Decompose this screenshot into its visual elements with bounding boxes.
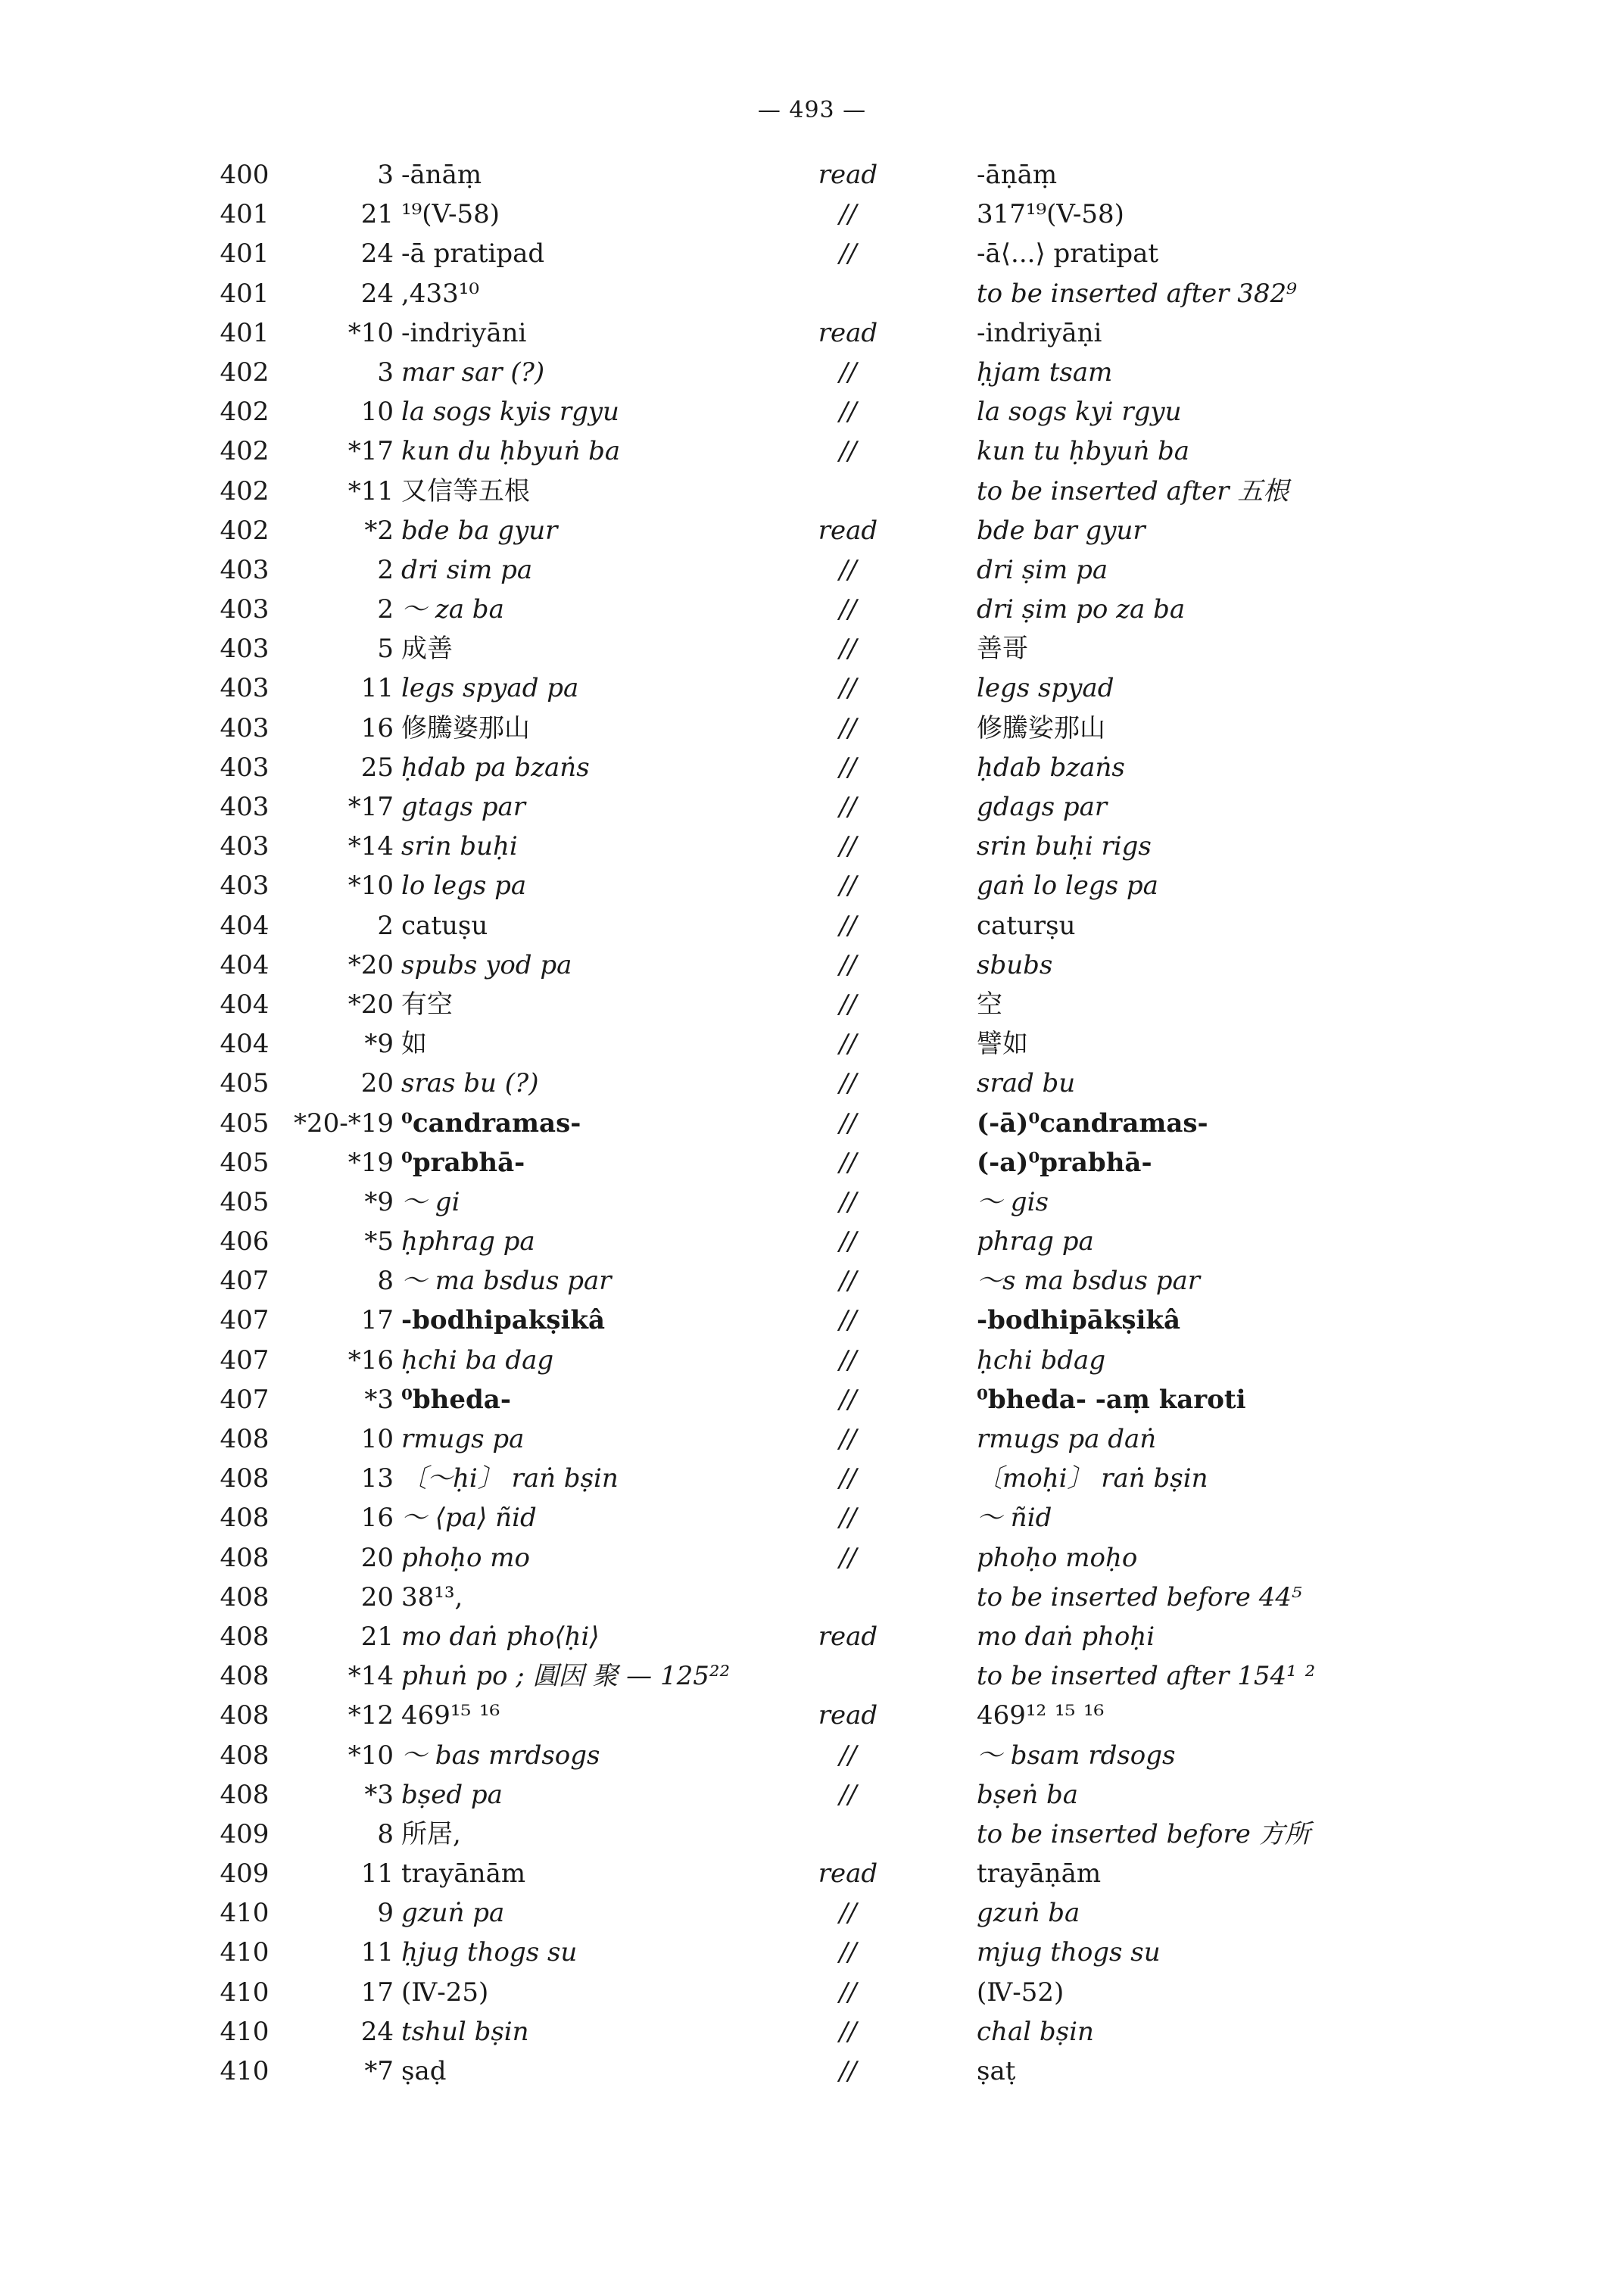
page-ref: 408: [220, 1424, 270, 1454]
errata-row: [0, 1617, 1624, 1656]
action-mark: //: [839, 1108, 857, 1139]
erroneous-text: ⁰bheda-: [401, 1384, 511, 1415]
action-mark: //: [839, 1740, 857, 1771]
erroneous-text: gtags par: [401, 792, 526, 822]
action-mark: //: [839, 1029, 857, 1060]
page-ref: 410: [220, 1937, 270, 1968]
errata-row: [0, 2052, 1624, 2091]
action-mark: //: [839, 1186, 857, 1217]
erroneous-text: ～ ma bsdus par: [401, 1266, 612, 1297]
line-ref: *7: [364, 2056, 394, 2086]
erroneous-text: phoḥo mo: [401, 1542, 531, 1573]
errata-row: [0, 1933, 1624, 1972]
line-ref: *10: [348, 317, 394, 348]
erroneous-text: 所居,: [401, 1818, 461, 1849]
action-mark: //: [839, 1424, 857, 1454]
corrected-text: -indriyāṇi: [977, 317, 1102, 348]
line-ref: *17: [348, 436, 394, 467]
action-mark: read: [818, 515, 878, 546]
erroneous-text: 如: [401, 1029, 427, 1060]
corrected-text: mo daṅ phoḥi: [977, 1621, 1155, 1652]
action-mark: read: [818, 1700, 878, 1731]
erroneous-text: -ānāṃ: [401, 160, 482, 190]
corrected-text: gzuṅ ba: [977, 1898, 1080, 1929]
erroneous-text: mo daṅ pho⟨ḥi⟩: [401, 1621, 600, 1652]
corrected-text: to be inserted after 五根: [977, 475, 1289, 506]
corrected-text: ⁰bheda- -aṃ karoti: [977, 1384, 1246, 1415]
errata-row: [0, 866, 1624, 905]
line-ref: *10: [348, 871, 394, 902]
corrected-text: ḥdab bzaṅs: [977, 752, 1125, 783]
action-mark: //: [839, 1463, 857, 1494]
corrected-text: ṣaṭ: [977, 2056, 1016, 2086]
page-ref: 402: [220, 475, 270, 506]
errata-row: [0, 2012, 1624, 2052]
page-ref: 409: [220, 1818, 270, 1849]
line-ref: 13: [360, 1463, 394, 1494]
action-mark: //: [839, 949, 857, 980]
corrected-text: dri ṣim pa: [977, 554, 1108, 585]
erroneous-text: ḥchi ba dag: [401, 1344, 554, 1375]
action-mark: //: [839, 1068, 857, 1099]
erroneous-text: ～ ⟨pa⟩ ñid: [401, 1503, 537, 1534]
line-ref: *11: [348, 475, 394, 506]
page-ref: 406: [220, 1226, 270, 1257]
corrected-text: 〔moḥi〕 raṅ bṣin: [977, 1463, 1208, 1494]
line-ref: 21: [360, 1621, 394, 1652]
page-ref: 410: [220, 2016, 270, 2047]
corrected-text: to be inserted before 44⁵: [977, 1581, 1302, 1612]
corrected-text: bṣeṅ ba: [977, 1779, 1079, 1810]
line-ref: *5: [364, 1226, 394, 1257]
page-ref: 408: [220, 1503, 270, 1534]
page-ref: 401: [220, 238, 270, 269]
errata-row: [0, 1024, 1624, 1064]
erroneous-text: -ā pratipad: [401, 238, 545, 269]
errata-row: [0, 1104, 1624, 1143]
line-ref: *19: [348, 1147, 394, 1178]
page-ref: 408: [220, 1779, 270, 1810]
action-mark: //: [839, 712, 857, 743]
corrected-text: (-a)⁰prabhā-: [977, 1147, 1152, 1178]
page-ref: 403: [220, 594, 270, 625]
errata-row: [0, 1578, 1624, 1617]
errata-row: [0, 431, 1624, 471]
action-mark: //: [839, 238, 857, 269]
line-ref: 11: [360, 673, 394, 704]
errata-row: [0, 1341, 1624, 1380]
line-ref: *9: [364, 1186, 394, 1217]
line-ref: 3: [377, 160, 394, 190]
erroneous-text: srin buḥi: [401, 831, 518, 862]
line-ref: 16: [360, 1503, 394, 1534]
errata-row: [0, 906, 1624, 946]
line-ref: *12: [348, 1700, 394, 1731]
errata-row: [0, 155, 1624, 195]
page-ref: 408: [220, 1542, 270, 1573]
errata-row: [0, 274, 1624, 313]
erroneous-text: sras bu (?): [401, 1068, 539, 1099]
errata-row: [0, 1656, 1624, 1696]
line-ref: 17: [360, 1305, 394, 1336]
page-ref: 403: [220, 871, 270, 902]
corrected-text: gaṅ lo legs pa: [977, 871, 1158, 902]
action-mark: read: [818, 317, 878, 348]
errata-row: [0, 590, 1624, 629]
action-mark: //: [839, 673, 857, 704]
page-ref: 401: [220, 317, 270, 348]
corrected-text: phoḥo moḥo: [977, 1542, 1138, 1573]
page-ref: 402: [220, 357, 270, 388]
page-ref: 403: [220, 831, 270, 862]
corrected-text: caturṣu: [977, 910, 1076, 941]
page-ref: 402: [220, 515, 270, 546]
corrected-text: trayāṇām: [977, 1858, 1102, 1890]
page-ref: 404: [220, 989, 270, 1020]
errata-row: [0, 1973, 1624, 2012]
page-ref: 403: [220, 792, 270, 822]
page-ref: 402: [220, 436, 270, 467]
page-ref: 403: [220, 752, 270, 783]
erroneous-text: ḥphrag pa: [401, 1226, 535, 1257]
errata-row: [0, 1222, 1624, 1261]
erroneous-text: ⁰prabhā-: [401, 1147, 525, 1178]
erroneous-text: 〔～ḥi〕 raṅ bṣin: [401, 1463, 619, 1494]
corrected-text: 善哥: [977, 634, 1028, 665]
errata-row: [0, 1696, 1624, 1735]
erroneous-text: dri sim pa: [401, 554, 533, 585]
corrected-text: srad bu: [977, 1068, 1076, 1099]
corrected-text: chal bṣin: [977, 2016, 1094, 2047]
errata-row: [0, 1736, 1624, 1775]
corrected-text: -bodhipākṣikâ: [977, 1305, 1180, 1336]
line-ref: 11: [360, 1858, 394, 1890]
action-mark: //: [839, 1542, 857, 1573]
erroneous-text: catuṣu: [401, 910, 488, 941]
corrected-text: sbubs: [977, 949, 1053, 980]
page-ref: 408: [220, 1740, 270, 1771]
erroneous-text: 有空: [401, 989, 453, 1020]
action-mark: //: [839, 989, 857, 1020]
errata-row: [0, 827, 1624, 866]
line-ref: 20: [360, 1068, 394, 1099]
erroneous-text: rmugs pa: [401, 1424, 525, 1454]
action-mark: //: [839, 1226, 857, 1257]
page-ref: 408: [220, 1463, 270, 1494]
erroneous-text: ḥjug thogs su: [401, 1937, 578, 1968]
page-ref: 405: [220, 1068, 270, 1099]
line-ref: 20: [360, 1542, 394, 1573]
errata-table: [0, 155, 1624, 2091]
corrected-text: kun tu ḥbyuṅ ba: [977, 436, 1190, 467]
corrected-text: ～ ñid: [977, 1503, 1052, 1534]
corrected-text: phrag pa: [977, 1226, 1094, 1257]
line-ref: 2: [377, 910, 394, 941]
corrected-text: legs spyad: [977, 673, 1114, 704]
action-mark: //: [839, 910, 857, 941]
corrected-text: to be inserted after 154¹ ²: [977, 1661, 1316, 1692]
line-ref: 8: [377, 1266, 394, 1297]
errata-row: [0, 353, 1624, 392]
line-ref: *20: [348, 989, 394, 1020]
action-mark: //: [839, 1344, 857, 1375]
page-ref: 410: [220, 2056, 270, 2086]
action-mark: //: [839, 1779, 857, 1810]
action-mark: //: [839, 1898, 857, 1929]
line-ref: 20: [360, 1581, 394, 1612]
page-ref: 403: [220, 712, 270, 743]
page-ref: 404: [220, 1029, 270, 1060]
errata-row: [0, 748, 1624, 787]
action-mark: //: [839, 634, 857, 665]
action-mark: //: [839, 831, 857, 862]
erroneous-text: phuṅ po ; 圓因 聚 — 125²²: [401, 1661, 731, 1692]
corrected-text: -āṇāṃ: [977, 160, 1058, 190]
corrected-text: (Ⅳ-52): [977, 1977, 1064, 2008]
action-mark: //: [839, 2056, 857, 2086]
erroneous-text: ṣaḍ: [401, 2056, 447, 2086]
line-ref: 24: [360, 278, 394, 309]
page-ref: 401: [220, 278, 270, 309]
page-ref: 408: [220, 1661, 270, 1692]
erroneous-text: -indriyāni: [401, 317, 527, 348]
corrected-text: to be inserted before 方所: [977, 1818, 1311, 1849]
corrected-text: 譬如: [977, 1029, 1028, 1060]
line-ref: 10: [360, 397, 394, 428]
line-ref: *14: [348, 1661, 394, 1692]
corrected-text: dri ṣim po za ba: [977, 594, 1186, 625]
line-ref: 21: [360, 199, 394, 230]
action-mark: //: [839, 1384, 857, 1415]
erroneous-text: legs spyad pa: [401, 673, 579, 704]
erroneous-text: ～ za ba: [401, 594, 504, 625]
action-mark: //: [839, 199, 857, 230]
action-mark: //: [839, 792, 857, 822]
erroneous-text: trayānām: [401, 1858, 526, 1890]
line-ref: *20-*19: [293, 1108, 394, 1139]
errata-row: [0, 1261, 1624, 1301]
corrected-text: ～ gis: [977, 1186, 1049, 1217]
line-ref: *3: [364, 1779, 394, 1810]
page-ref: 409: [220, 1858, 270, 1890]
erroneous-text: ḥdab pa bzaṅs: [401, 752, 590, 783]
errata-row: [0, 313, 1624, 353]
action-mark: //: [839, 1266, 857, 1297]
corrected-text: 317¹⁹(V-58): [977, 199, 1124, 230]
page-ref: 405: [220, 1186, 270, 1217]
erroneous-text: 又信等五根: [401, 475, 530, 506]
page-ref: 401: [220, 199, 270, 230]
page-ref: 400: [220, 160, 270, 190]
erroneous-text: 469¹⁵ ¹⁶: [401, 1700, 500, 1731]
corrected-text: -ā⟨...⟩ pratipat: [977, 238, 1159, 269]
action-mark: read: [818, 1858, 878, 1890]
corrected-text: ḥjam tsam: [977, 357, 1113, 388]
errata-row: [0, 709, 1624, 748]
line-ref: *16: [348, 1344, 394, 1375]
page-ref: 407: [220, 1305, 270, 1336]
errata-row: [0, 1815, 1624, 1854]
errata-row: [0, 1380, 1624, 1419]
errata-row: [0, 1538, 1624, 1578]
errata-row: [0, 511, 1624, 550]
errata-row: [0, 1854, 1624, 1893]
corrected-text: (-ā)⁰candramas-: [977, 1108, 1208, 1139]
errata-row: [0, 1143, 1624, 1182]
errata-row: [0, 1459, 1624, 1498]
page-ref: 403: [220, 673, 270, 704]
line-ref: *2: [364, 515, 394, 546]
errata-row: [0, 234, 1624, 273]
corrected-text: rmugs pa daṅ: [977, 1424, 1157, 1454]
corrected-text: la sogs kyi rgyu: [977, 397, 1182, 428]
erroneous-text: ～ bas mrdsogs: [401, 1740, 600, 1771]
erroneous-text: lo legs pa: [401, 871, 527, 902]
erroneous-text: kun du ḥbyuṅ ba: [401, 436, 621, 467]
erroneous-text: ¹⁹(V-58): [401, 199, 500, 230]
erroneous-text: la sogs kyis rgyu: [401, 397, 619, 428]
action-mark: //: [839, 2016, 857, 2047]
corrected-text: bde bar gyur: [977, 515, 1146, 546]
erroneous-text: tshul bṣin: [401, 2016, 529, 2047]
corrected-text: mjug thogs su: [977, 1937, 1161, 1968]
line-ref: 5: [377, 634, 394, 665]
corrected-text: ～ bsam rdsogs: [977, 1740, 1176, 1771]
page-ref: 405: [220, 1147, 270, 1178]
line-ref: 10: [360, 1424, 394, 1454]
errata-row: [0, 985, 1624, 1024]
line-ref: *17: [348, 792, 394, 822]
page-ref: 404: [220, 949, 270, 980]
line-ref: *10: [348, 1740, 394, 1771]
action-mark: //: [839, 554, 857, 585]
erroneous-text: ,433¹⁰: [401, 278, 479, 309]
page-ref: 407: [220, 1384, 270, 1415]
errata-row: [0, 1301, 1624, 1340]
line-ref: 2: [377, 554, 394, 585]
line-ref: *20: [348, 949, 394, 980]
errata-row: [0, 946, 1624, 985]
page-ref: 403: [220, 554, 270, 585]
corrected-text: 469¹² ¹⁵ ¹⁶: [977, 1700, 1105, 1731]
corrected-text: gdags par: [977, 792, 1108, 822]
line-ref: 24: [360, 238, 394, 269]
line-ref: 16: [360, 712, 394, 743]
line-ref: 8: [377, 1818, 394, 1849]
page-ref: 404: [220, 910, 270, 941]
corrected-text: ḥchi bdag: [977, 1344, 1106, 1375]
errata-row: [0, 550, 1624, 590]
line-ref: 11: [360, 1937, 394, 1968]
corrected-text: 空: [977, 989, 1002, 1020]
page-ref: 410: [220, 1977, 270, 2008]
action-mark: //: [839, 436, 857, 467]
action-mark: //: [839, 397, 857, 428]
erroneous-text: bde ba gyur: [401, 515, 558, 546]
action-mark: //: [839, 871, 857, 902]
action-mark: //: [839, 1147, 857, 1178]
erroneous-text: 修騰婆那山: [401, 712, 530, 743]
corrected-text: to be inserted after 382⁹: [977, 278, 1297, 309]
errata-row: [0, 1064, 1624, 1103]
errata-row: [0, 392, 1624, 431]
action-mark: read: [818, 1621, 878, 1652]
erroneous-text: -bodhipakṣikâ: [401, 1305, 605, 1336]
errata-row: [0, 1775, 1624, 1815]
page-number: — 493 —: [757, 97, 867, 123]
line-ref: 24: [360, 2016, 394, 2047]
errata-row: [0, 1498, 1624, 1537]
errata-row: [0, 1182, 1624, 1222]
page-ref: 408: [220, 1700, 270, 1731]
line-ref: *9: [364, 1029, 394, 1060]
page-ref: 410: [220, 1898, 270, 1929]
line-ref: 3: [377, 357, 394, 388]
erroneous-text: 成善: [401, 634, 453, 665]
errata-row: [0, 629, 1624, 668]
action-mark: read: [818, 160, 878, 190]
erroneous-text: 38¹³,: [401, 1581, 463, 1612]
corrected-text: 修騰娑那山: [977, 712, 1105, 743]
page-ref: 408: [220, 1621, 270, 1652]
errata-row: [0, 1893, 1624, 1933]
page-ref: 403: [220, 634, 270, 665]
action-mark: //: [839, 1937, 857, 1968]
page-ref: 402: [220, 397, 270, 428]
corrected-text: ～s ma bsdus par: [977, 1266, 1200, 1297]
errata-row: [0, 668, 1624, 708]
action-mark: //: [839, 1977, 857, 2008]
erroneous-text: gzuṅ pa: [401, 1898, 505, 1929]
errata-row: [0, 1419, 1624, 1459]
page-ref: 407: [220, 1266, 270, 1297]
action-mark: //: [839, 752, 857, 783]
errata-row: [0, 472, 1624, 511]
action-mark: //: [839, 357, 857, 388]
line-ref: *14: [348, 831, 394, 862]
erroneous-text: spubs yod pa: [401, 949, 572, 980]
erroneous-text: ⁰candramas-: [401, 1108, 581, 1139]
line-ref: 2: [377, 594, 394, 625]
erroneous-text: (Ⅳ-25): [401, 1977, 489, 2008]
action-mark: //: [839, 1305, 857, 1336]
errata-row: [0, 195, 1624, 234]
line-ref: *3: [364, 1384, 394, 1415]
corrected-text: srin buḥi rigs: [977, 831, 1152, 862]
action-mark: //: [839, 1503, 857, 1534]
page-ref: 408: [220, 1581, 270, 1612]
errata-row: [0, 787, 1624, 827]
line-ref: 25: [360, 752, 394, 783]
erroneous-text: ～ gi: [401, 1186, 460, 1217]
line-ref: 17: [360, 1977, 394, 2008]
erroneous-text: mar sar (?): [401, 357, 545, 388]
line-ref: 9: [377, 1898, 394, 1929]
erroneous-text: bṣed pa: [401, 1779, 503, 1810]
action-mark: //: [839, 594, 857, 625]
page-ref: 405: [220, 1108, 270, 1139]
page-ref: 407: [220, 1344, 270, 1375]
